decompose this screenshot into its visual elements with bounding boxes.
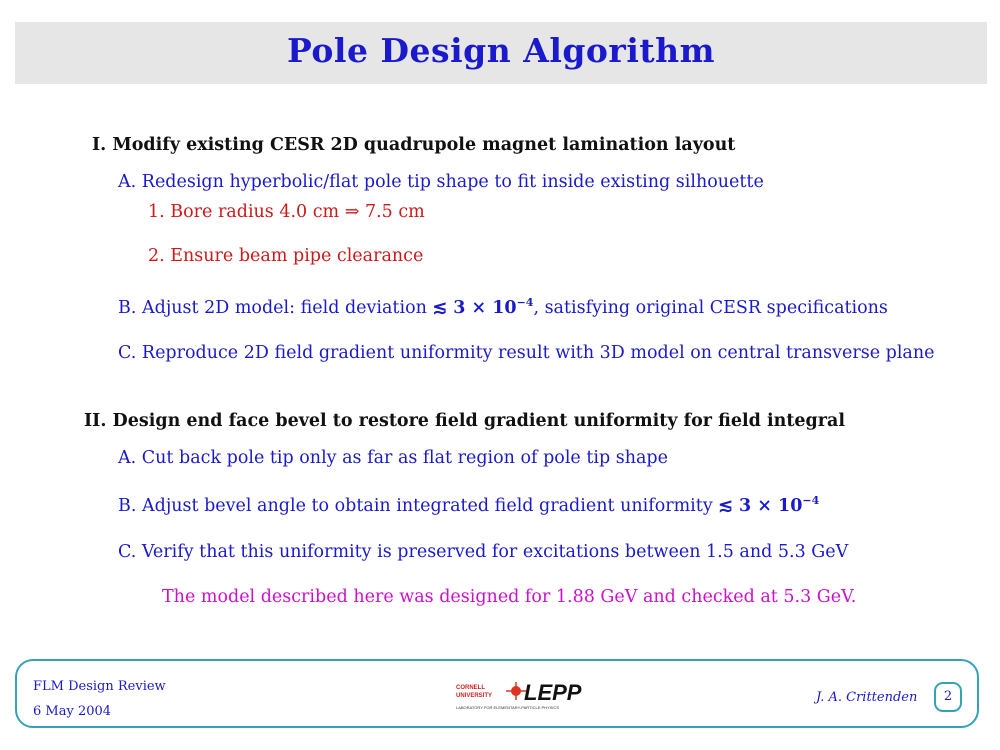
section-1-item-c: C. Reproduce 2D field gradient uniformity result with 3D model on central transverse plane [118, 343, 935, 363]
sub-1-suffix: 7.5 cm [359, 202, 425, 222]
design-note: The model described here was designed for 1.88 GeV and checked at 5.3 GeV. [162, 587, 857, 607]
item-b-suffix: , satisfying original CESR specifications [533, 298, 888, 318]
logo-university-text: UNIVERSITY [456, 693, 493, 699]
section-2-heading: II. Design end face bevel to restore field gradient uniformity for field integral [84, 411, 845, 431]
logo-lepp-text: LEPP [524, 680, 582, 705]
item-b2-prefix: B. Adjust bevel angle to obtain integrated field gradient uniformity [118, 496, 719, 516]
item-b2-bound: ≲ 3 × 10 [718, 496, 803, 516]
section-2-item-b [118, 494, 819, 516]
section-1-item-a-sub-2: 2. Ensure beam pipe clearance [148, 246, 424, 266]
arrow-icon: ⇒ [344, 202, 360, 222]
section-2-item-c: C. Verify that this uniformity is preserved for excitations between 1.5 and 5.3 GeV [118, 542, 849, 562]
section-2-item-a: A. Cut back pole tip only as far as flat region of pole tip shape [118, 448, 668, 468]
section-1-item-a: A. Redesign hyperbolic/flat pole tip shape to fit inside existing silhouette [118, 172, 764, 192]
section-1-item-b [118, 296, 888, 318]
item-b2-exponent: −4 [802, 494, 820, 507]
footer-event: FLM Design Review [33, 679, 166, 694]
section-1-item-a-sub-1 [148, 202, 425, 222]
footer [15, 659, 979, 728]
item-b-prefix: B. Adjust 2D model: field deviation [118, 298, 433, 318]
logo-subtitle: LABORATORY FOR ELEMENTARY-PARTICLE PHYSICS [456, 705, 560, 710]
footer-author: J. A. Crittenden [816, 690, 918, 705]
title-bar [15, 22, 987, 84]
item-b-exponent: −4 [516, 296, 534, 309]
lepp-logo [454, 678, 594, 712]
item-b-bound: ≲ 3 × 10 [432, 298, 517, 318]
logo-cornell-text: CORNELL [456, 685, 485, 691]
sub-1-prefix: 1. Bore radius 4.0 cm [148, 202, 345, 222]
footer-date: 6 May 2004 [33, 704, 112, 719]
page-number: 2 [934, 682, 962, 712]
section-1-heading: I. Modify existing CESR 2D quadrupole magnet lamination layout [92, 135, 736, 155]
slide-title: Pole Design Algorithm [286, 31, 716, 70]
